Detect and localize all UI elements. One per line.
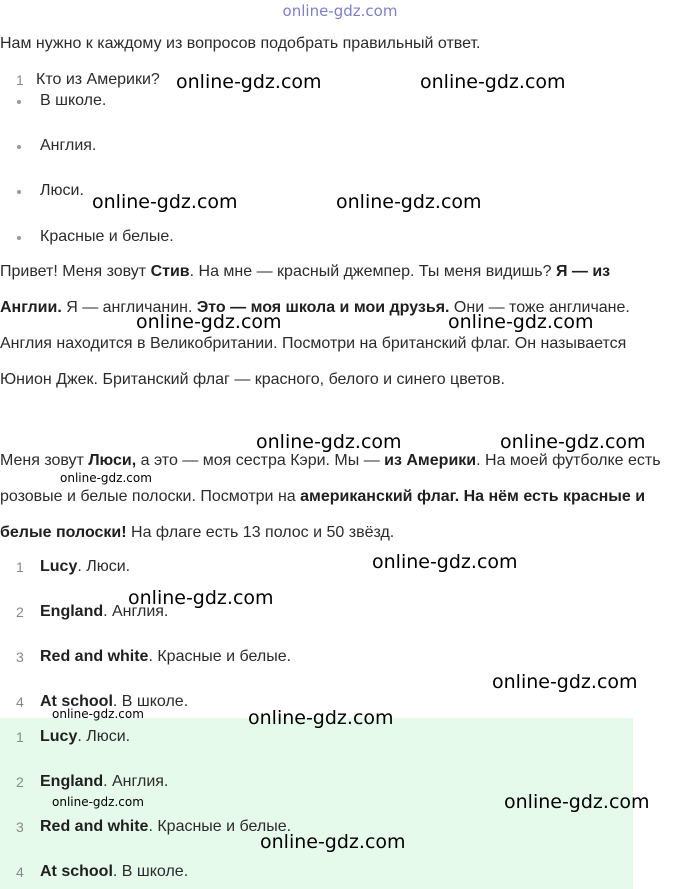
watermark: online-gdz.com bbox=[260, 831, 406, 853]
watermark: online-gdz.com bbox=[52, 707, 144, 721]
watermark: online-gdz.com bbox=[136, 311, 282, 333]
bold-text: американский флаг. На нём есть красные и белые полоски! bbox=[0, 488, 646, 541]
answer-ru: . Люси. bbox=[77, 558, 131, 575]
watermark: online-gdz.com bbox=[504, 791, 650, 813]
text-part: Я — англичанин. bbox=[61, 299, 197, 316]
bold-text: Это — моя школа и мои друзья. bbox=[196, 299, 450, 316]
question-text: Кто из Америки? bbox=[36, 71, 160, 88]
text-part: . На мне — красный джемпер. Ты меня видишь? bbox=[189, 263, 556, 280]
bullet-icon bbox=[17, 236, 21, 240]
bold-text: Стив bbox=[150, 263, 190, 280]
text-part: а это — моя сестра Кэри. Мы — bbox=[136, 452, 385, 469]
text-part: Привет! Меня зовут bbox=[0, 263, 151, 280]
answer-en: At school bbox=[40, 693, 113, 710]
answer-number: 3 bbox=[16, 819, 24, 835]
answer-en: At school bbox=[40, 863, 113, 880]
option-text: В школе. bbox=[40, 92, 107, 109]
watermark: online-gdz.com bbox=[372, 551, 518, 573]
answer-number: 1 bbox=[16, 559, 24, 575]
question-number: 1 bbox=[16, 72, 24, 88]
bullet-icon bbox=[17, 190, 21, 194]
answer-ru: . Люси. bbox=[77, 728, 131, 745]
answer-en: Lucy bbox=[40, 558, 78, 575]
answer-ru: . Англия. bbox=[103, 603, 169, 620]
bullet-icon bbox=[17, 145, 21, 149]
bold-text: Я — из Англии. bbox=[0, 263, 611, 316]
answer-number: 1 bbox=[16, 729, 24, 745]
watermark: online-gdz.com bbox=[176, 71, 322, 93]
answer-en: Red and white bbox=[40, 818, 149, 835]
site-header-link[interactable]: online-gdz.com bbox=[282, 2, 398, 20]
watermark: online-gdz.com bbox=[500, 431, 646, 453]
text-part: Меня зовут bbox=[0, 452, 89, 469]
answer-en: Lucy bbox=[40, 728, 78, 745]
bullet-icon bbox=[17, 100, 21, 104]
answer-ru: . Англия. bbox=[103, 773, 169, 790]
bold-text: Люси, bbox=[88, 452, 137, 469]
answer-ru: . Красные и белые. bbox=[148, 648, 292, 665]
answer-number: 3 bbox=[16, 649, 24, 665]
intro-text: Нам нужно к каждому из вопросов подобрать правильный ответ. bbox=[0, 35, 481, 52]
watermark: online-gdz.com bbox=[92, 191, 238, 213]
answer-number: 2 bbox=[16, 774, 24, 790]
watermark: online-gdz.com bbox=[60, 471, 152, 485]
text-part: Они — тоже англичане. Англия находится в Великобритании. Посмотри на британский флаг. Он называется Юнион Джек. Британский флаг — красного, белого и синего цветов. bbox=[0, 299, 630, 388]
watermark: online-gdz.com bbox=[52, 795, 144, 809]
text-part: На флаге есть 13 полос и 50 звёзд. bbox=[126, 524, 395, 541]
answer-number: 4 bbox=[16, 694, 24, 710]
watermark: online-gdz.com bbox=[128, 587, 274, 609]
bold-text: из Америки bbox=[384, 452, 477, 469]
answer-ru: . В школе. bbox=[112, 693, 189, 710]
answer-ru: . Красные и белые. bbox=[148, 818, 292, 835]
text-part: . На моей футболке есть розовые и белые полоски. Посмотри на bbox=[0, 452, 661, 505]
option-text: Люси. bbox=[40, 182, 84, 199]
watermark: online-gdz.com bbox=[448, 311, 594, 333]
answer-en: England bbox=[40, 603, 104, 620]
option-text: Англия. bbox=[40, 137, 97, 154]
answer-ru: . В школе. bbox=[112, 863, 189, 880]
answer-number: 2 bbox=[16, 604, 24, 620]
answer-number: 4 bbox=[16, 864, 24, 880]
answer-en: Red and white bbox=[40, 648, 149, 665]
option-text: Красные и белые. bbox=[40, 228, 174, 245]
watermark: online-gdz.com bbox=[336, 191, 482, 213]
watermark: online-gdz.com bbox=[256, 431, 402, 453]
watermark: online-gdz.com bbox=[248, 707, 394, 729]
watermark: online-gdz.com bbox=[492, 671, 638, 693]
watermark: online-gdz.com bbox=[420, 71, 566, 93]
text-paragraph-lucy bbox=[0, 443, 676, 551]
answer-en: England bbox=[40, 773, 104, 790]
